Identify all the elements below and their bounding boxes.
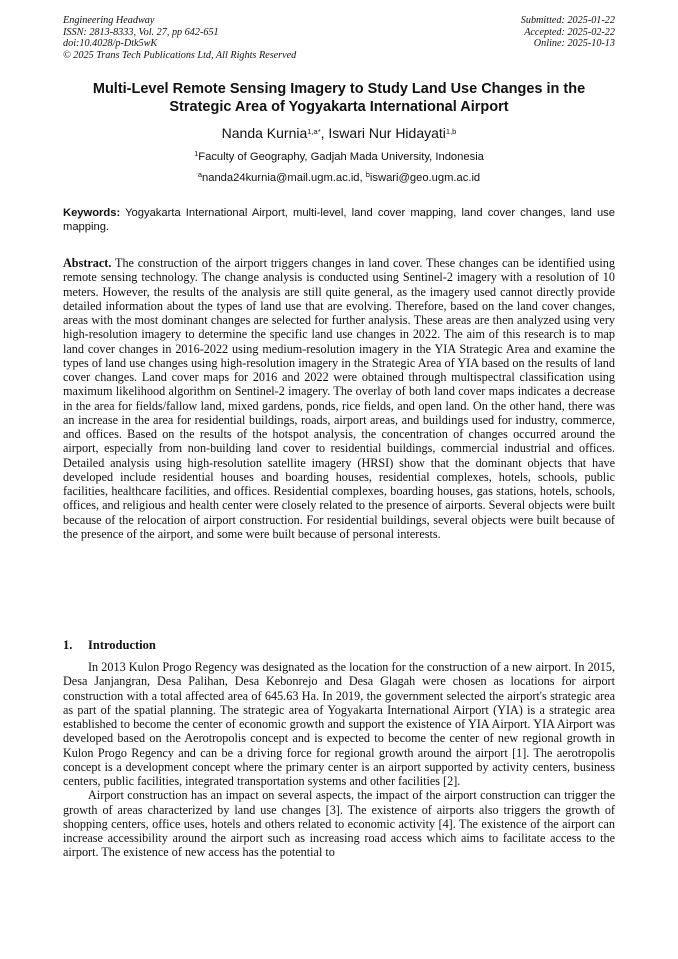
author-separator: , [320,125,329,141]
journal-header-right [521,15,615,50]
paper-title [55,80,623,116]
email-2[interactable]: iswari@geo.ugm.ac.id [369,172,481,184]
author-name-1: Nanda Kurnia [221,125,308,141]
intro-paragraph-2: Airport construction has an impact on several aspects, the impact of the airport construction can trigger the growth of areas characterized by land use changes [3]. The existence of airports also triggers the growth of shopping centers, office uses, hotels and others related to economic activity [4]. The existence of the airport can increase accessibility around the airport such as increasing road access which aims to facilitate access to the airport. The existence of new access has the potential to [63,788,615,860]
email-1[interactable]: nanda24kurnia@mail.ugm.ac.id, [202,172,366,184]
intro-paragraph-1: In 2013 Kulon Progo Regency was designated as the location for the construction of a new airport. In 2015, Desa Janjangran, Desa Palihan, Desa Kebonrejo and Desa Glagah were chosen as locations for airport construction with a total affected area of 645.63 Ha. In 2019, the government selected the airport's strategic area as part of the spatial planning. The strategic area of Yogyakarta International Airport (YIA) is a strategic area established to become the center of economic growth and support the existence of YIA Airport. YIA Airport was developed based on the Aerotropolis concept and is expected to become the center of new regional growth in Kulon Progo Regency and can be a driving force for regional growth around the airport [1]. The aerotropolis concept is a development concept where the primary center is an airport supported by activity centers, business centers, public facilities, integrated transportation systems and other facilities [2]. [63,660,615,788]
affiliation [63,150,615,164]
affiliation-mark: 1 [194,149,199,158]
accepted-date: Accepted: 2025-02-22 [524,26,615,38]
submitted-date: Submitted: 2025-01-22 [520,15,615,26]
introduction-body [63,660,615,860]
author-emails [63,171,615,185]
abstract-block [63,256,615,541]
title-line-2: Strategic Area of Yogyakarta International Airport [169,99,509,115]
issn-line: ISSN: 2813-8333, Vol. 27, pp 642-651 [63,26,219,38]
copyright-line: © 2025 Trans Tech Publications Ltd, All Rights Reserved [63,49,297,61]
abstract-text: The construction of the airport triggers changes in land cover. These changes can be identified using remote sensing technology. The change analysis is conducted using Sentinel-2 imagery with a resolution of 10 meters. However, the results of the analysis are still quite general, as the imagery used cannot directly provide detailed information about the types of land use that are evolving. Therefore, based on the land cover changes, areas with the most dominant changes are selected for further analysis. These areas are then analyzed using very high-resolution imagery to determine the specific land use changes in 2022. The aim of this research is to map land cover changes in 2016-2022 using medium-resolution imagery in the YIA Strategic Area and examine the types of land use changes using high-resolution imagery in the Strategic Area of YIA based on the results of land cover changes. Land cover maps for 2016 and 2022 were obtained through multispectral classification using maximum likelihood algorithm on Sentinel-2 imagery. The overlay of both land cover maps indicates a decrease in the area for fields/fallow land, mixed gardens, ponds, rice fields, and open land. On the other hand, there was an increase in the area for residential buildings, roads, airport areas, and buildings used for industry, commerce, and offices. Based on the results of the hotspot analysis, the concentration of changes occurred around the airport, especially from non-building land cover to residential buildings, commercial industrial and offices. Detailed analysis using high-resolution satellite imagery (HRSI) show that the dominant objects that have developed include residential houses and boarding houses, residential complexes, hotels, schools, public facilities, healthcare facilities, and offices. Residential complexes, boarding houses, gas stations, hotels, schools, offices, and religious and health center were closely related to the presence of airports. Several objects were built because of the relocation of airport construction. For residential buildings, several objects were built because of the presence of the airport, and some were built because of personal interests. [63,256,615,541]
keywords-label: Keywords: [63,207,121,219]
author-2-affil-mark: 1,b [445,127,457,136]
journal-header-left [63,15,296,61]
affiliation-text: Faculty of Geography, Gadjah Mada University, Indonesia [198,151,484,163]
title-line-1: Multi-Level Remote Sensing Imagery to Study Land Use Changes in the [92,81,586,97]
section-title: Introduction [88,638,156,652]
keywords-text: Yogyakarta International Airport, multi-level, land cover mapping, land cover changes, land use mapping. [63,207,615,234]
abstract-label: Abstract. [63,256,112,270]
section-heading-introduction [63,638,156,652]
doi-link[interactable]: doi:10.4028/p-Dtk5wK [63,38,158,50]
journal-name: Engineering Headway [63,15,155,26]
online-date: Online: 2025-10-13 [533,38,615,50]
author-1-affil-mark: 1,a* [307,127,321,136]
section-number: 1. [63,638,73,652]
keywords-block [63,206,615,235]
author-list [63,124,615,142]
email-2-mark: b [365,170,370,179]
email-1-mark: a [197,170,203,179]
author-name-2: Iswari Nur Hidayati [328,125,446,141]
